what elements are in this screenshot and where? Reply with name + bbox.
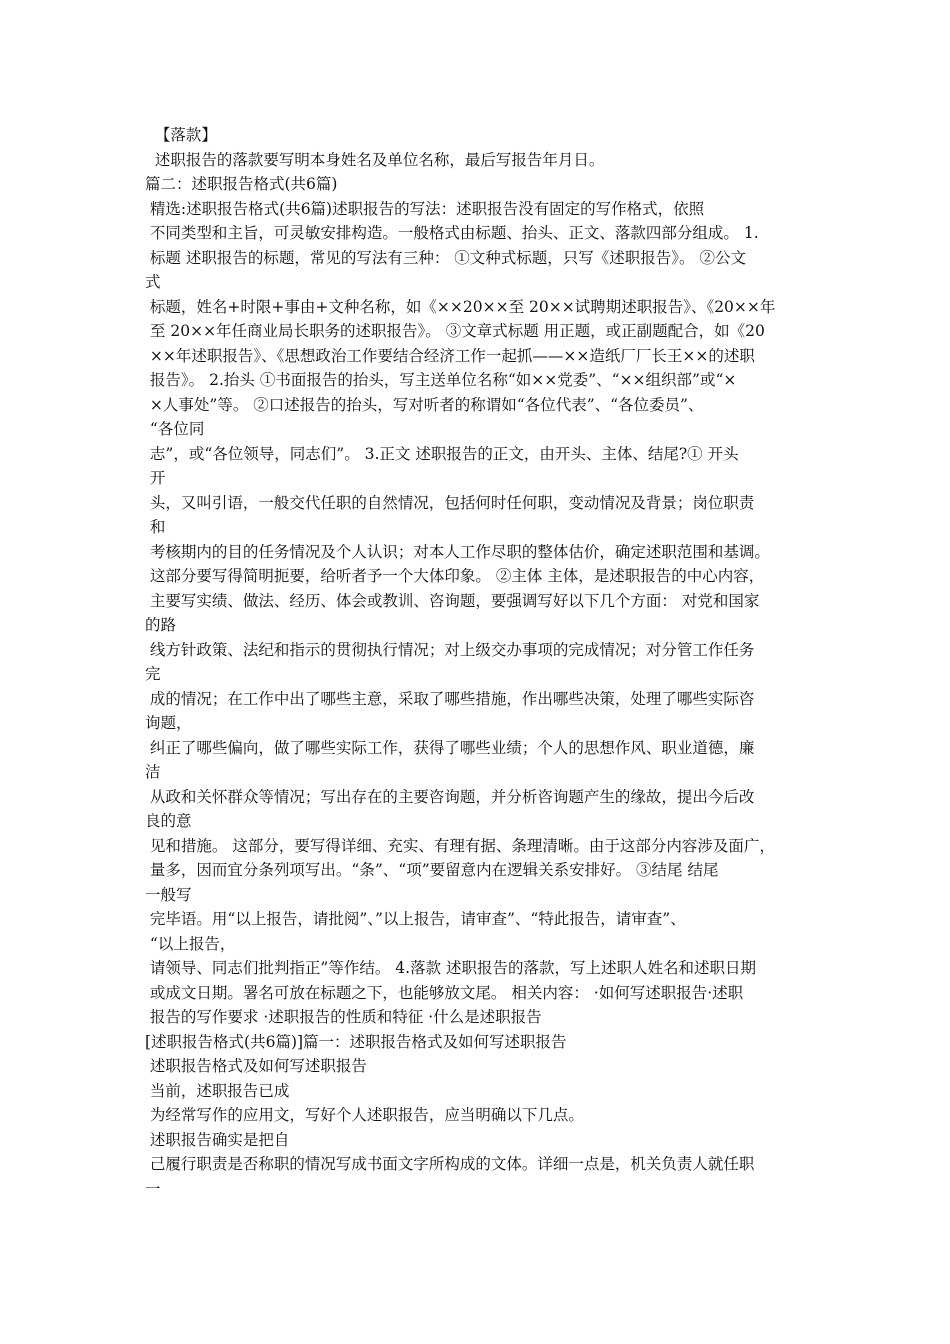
text-line: 述职报告的落款要写明本身姓名及单位名称，最后写报告年月日。: [145, 150, 605, 169]
text-line: 志”，或“各位领导，同志们”。 3.正文 述职报告的正文，由开头、主体、结尾?① 开头: [145, 444, 739, 463]
text-line: 【落款】: [145, 126, 217, 144]
text-line: 己履行职责是否称职的情况写成书面文字所构成的文体。详细一点是，机关负责人就任职: [145, 1155, 755, 1173]
text-line: 主要写实绩、做法、经历、体会或教训、咨询题，要强调写好以下几个方面： 对党和国家: [145, 591, 760, 610]
text-line: 当前，述职报告已成: [145, 1081, 290, 1100]
text-line: 这部分要写得简明扼要，给听者予一个大体印象。 ②主体 主体，是述职报告的中心内容，: [145, 567, 765, 585]
text-line: 报告的写作要求 ·述职报告的性质和特征 ·什么是述职报告: [145, 1008, 542, 1026]
text-line: 成的情况；在工作中出了哪些主意，采取了哪些措施，作出哪些决策，处理了哪些实际咨: [145, 689, 755, 708]
text-line: 为经常写作的应用文，写好个人述职报告，应当明确以下几点。: [145, 1106, 584, 1124]
text-line: 询题，: [145, 714, 192, 732]
text-line: 述职报告确实是把自: [145, 1130, 290, 1149]
text-line: 量多，因而宜分条列项写出。“条”、“项”要留意内在逻辑关系安排好。 ③结尾 结尾: [145, 861, 719, 879]
text-line: “以上报告，: [145, 934, 236, 953]
text-line: 见和措施。 这部分，要写得详细、充实、有理有据、条理清晰。由于这部分内容涉及面广，: [145, 836, 775, 855]
text-line: 和: [145, 518, 166, 536]
text-line: 标题 述职报告的标题，常见的写法有三种： ①文种式标题，只写《述职报告》。 ②公文: [145, 248, 746, 267]
text-line: 请领导、同志们批判指正”等作结。 4.落款 述职报告的落款，写上述职人姓名和述职日期: [145, 959, 756, 977]
text-line: 的路: [145, 616, 177, 634]
text-line: 良的意: [145, 812, 192, 830]
text-line: 精选:述职报告格式(共6篇)述职报告的写法：述职报告没有固定的写作格式，依照: [145, 199, 705, 218]
text-line: 纠正了哪些偏向，做了哪些实际工作，获得了哪些业绩；个人的思想作风、职业道德，廉: [145, 738, 755, 757]
text-line: 述职报告格式及如何写述职报告: [145, 1057, 367, 1075]
text-line: 从政和关怀群众等情况；写出存在的主要咨询题，并分析咨询题产生的缘故，提出今后改: [145, 787, 755, 806]
text-line: 完: [145, 665, 161, 683]
text-line: 考核期内的目的任务情况及个人认识；对本人工作尽职的整体估价，确定述职范围和基调。: [145, 542, 770, 561]
text-line: 头，又叫引语，一般交代任职的自然情况，包括何时任何职，变动情况及背景；岗位职责: [145, 493, 755, 512]
text-line: 至 20××年任商业局长职务的述职报告》。 ③文章式标题 用正题，或正副题配合，如《20: [145, 322, 765, 340]
text-line: 洁: [145, 763, 161, 781]
text-line: 标题，姓名+时限+事由+文种名称，如《××20××至 20××试聘期述职报告》、《20××年: [145, 297, 776, 316]
text-line: 一: [145, 1179, 161, 1198]
text-line: 篇二：述职报告格式(共6篇): [145, 175, 338, 193]
text-line: ××年述职报告》、《思想政治工作要结合经济工作一起抓——××造纸厂厂长王××的述职: [145, 346, 755, 365]
text-line: 式: [145, 273, 161, 291]
text-line: 不同类型和主旨，可灵敏安排构造。一般格式由标题、抬头、正文、落款四部分组成。 1.: [145, 224, 759, 242]
text-line: [述职报告格式(共6篇)]篇一：述职报告格式及如何写述职报告: [145, 1032, 567, 1051]
text-line: 报告》。 2.抬头 ①书面报告的抬头，写主送单位名称“如××党委”、“××组织部”或“×: [145, 371, 737, 389]
text-line: ×人事处”等。 ②口述报告的抬头，写对听者的称谓如“各位代表”、“各位委员”、: [145, 395, 704, 414]
text-line: 一般写: [145, 885, 192, 904]
text-line: “各位同: [145, 420, 205, 438]
text-line: 线方针政策、法纪和指示的贯彻执行情况；对上级交办事项的完成情况；对分管工作任务: [145, 640, 755, 659]
text-line: 完毕语。用“以上报告，请批阅”、”以上报告，请审查”、“特此报告，请审查”、: [145, 910, 686, 928]
document-body: [145, 123, 825, 1201]
text-line: 开: [145, 469, 166, 487]
text-line: 或成文日期。署名可放在标题之下，也能够放文尾。 相关内容： ·如何写述职报告·述职: [145, 983, 744, 1002]
